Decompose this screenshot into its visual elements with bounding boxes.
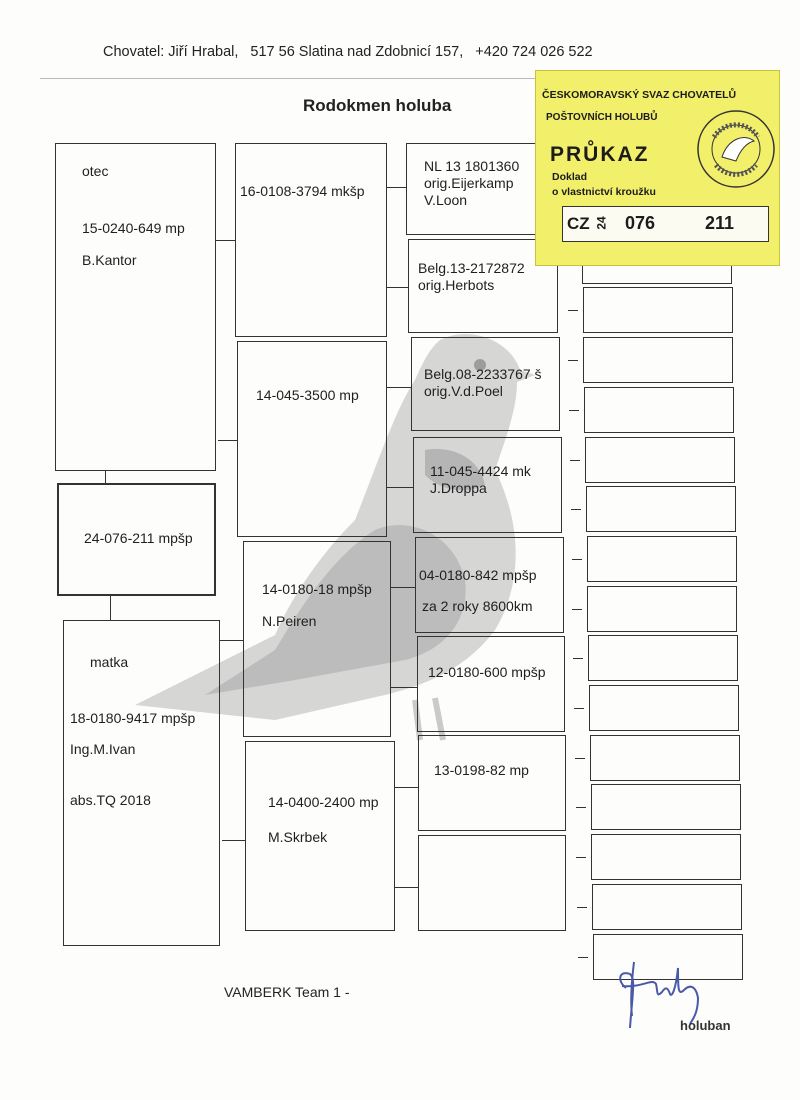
great-grandparent-4-l2: J.Droppa <box>430 480 487 496</box>
connector <box>395 887 418 888</box>
connector <box>574 708 584 709</box>
grandparent-mm-ring: 14-0400-2400 mp <box>268 794 379 810</box>
connector <box>575 758 585 759</box>
mother-ring: 18-0180-9417 mpšp <box>70 710 196 726</box>
subject-ring: 24-076-211 mpšp <box>84 530 193 546</box>
connector <box>110 596 111 620</box>
stamp-sub1: Doklad <box>552 171 588 183</box>
connector <box>391 687 417 688</box>
grandparent-mf-ring: 14-0180-18 mpšp <box>262 581 372 597</box>
breeder-address: 517 56 Slatina nad Zdobnicí 157, <box>250 44 464 60</box>
connector <box>220 640 243 641</box>
mother-breeder: Ing.M.Ivan <box>70 741 136 757</box>
great-grandparent-1-l2: orig.Eijerkamp <box>424 175 514 191</box>
great-grandparent-box-6 <box>417 636 565 732</box>
page-title: Rodokmen holuba <box>303 96 452 115</box>
great-grandparent-box-5 <box>415 537 564 633</box>
ancestor-box-empty <box>592 884 742 930</box>
great-grandparent-2-l1: Belg.13-2172872 <box>418 260 525 276</box>
mother-box <box>63 620 220 946</box>
grandparent-box-fm <box>237 341 387 537</box>
ring-country: CZ <box>567 214 590 233</box>
connector <box>387 487 413 488</box>
ancestor-box-empty <box>586 486 736 532</box>
great-grandparent-7-l1: 13-0198-82 mp <box>434 762 529 778</box>
mother-note: abs.TQ 2018 <box>70 792 151 808</box>
great-grandparent-1-l1: NL 13 1801360 <box>424 158 520 174</box>
father-box <box>55 143 216 471</box>
grandparent-fm-ring: 14-045-3500 mp <box>256 387 359 403</box>
stamp-sub2: o vlastnictví kroužku <box>552 186 656 198</box>
team-note: VAMBERK Team 1 - <box>224 984 350 1000</box>
connector <box>577 907 587 908</box>
grandparent-ff-ring: 16-0108-3794 mkšp <box>240 183 365 199</box>
father-ring: 15-0240-649 mp <box>82 220 185 236</box>
ancestor-box-empty <box>591 784 741 830</box>
great-grandparent-box-7 <box>418 735 566 831</box>
connector <box>387 387 411 388</box>
connector <box>105 471 106 483</box>
great-grandparent-4-l1: 11-045-4424 mk <box>430 463 531 479</box>
connector <box>569 410 579 411</box>
connector <box>576 857 586 858</box>
connector <box>218 440 237 441</box>
mother-label: matka <box>90 654 129 670</box>
ring-number-field <box>562 206 769 242</box>
connector <box>568 310 578 311</box>
ring-serial: 211 <box>705 213 735 233</box>
association-seal-icon <box>694 107 778 191</box>
connector <box>387 187 406 188</box>
great-grandparent-1-l3: V.Loon <box>424 192 468 208</box>
breeder-phone: +420 724 026 522 <box>475 44 593 60</box>
connector <box>391 587 415 588</box>
connector <box>395 787 418 788</box>
father-breeder: B.Kantor <box>82 252 137 268</box>
ring-year: 24 <box>594 216 609 230</box>
ancestor-box-empty <box>588 635 738 681</box>
great-grandparent-3-l2: orig.V.d.Poel <box>424 383 503 399</box>
grandparent-box-mf <box>243 541 391 737</box>
ancestor-box-empty <box>585 437 735 483</box>
connector <box>570 460 580 461</box>
great-grandparent-5-l2: za 2 roky 8600km <box>422 598 533 614</box>
great-grandparent-2-l2: orig.Herbots <box>418 277 495 293</box>
great-grandparent-3-l1: Belg.08-2233767 š <box>424 366 542 382</box>
grandparent-mf-breeder: N.Peiren <box>262 613 317 629</box>
stamp-org-line1: ČESKOMORAVSKÝ SVAZ CHOVATELŮ <box>542 89 737 101</box>
great-grandparent-5-l1: 04-0180-842 mpšp <box>419 567 537 583</box>
connector <box>216 240 235 241</box>
holuban-brand-mark: holuban <box>680 1018 731 1033</box>
ring-ownership-stamp <box>535 70 780 266</box>
grandparent-box-ff <box>235 143 387 337</box>
ring-club: 076 <box>625 213 656 233</box>
great-grandparent-box-8 <box>418 835 566 931</box>
connector <box>222 840 245 841</box>
ancestor-box-empty <box>583 287 733 333</box>
father-label: otec <box>82 163 109 179</box>
stamp-title: PRŮKAZ <box>550 143 650 166</box>
connector <box>578 957 588 958</box>
great-grandparent-6-l1: 12-0180-600 mpšp <box>428 664 546 680</box>
connector <box>568 360 578 361</box>
ancestor-box-empty <box>590 735 740 781</box>
breeder-name: Chovatel: Jiří Hrabal, <box>103 44 239 60</box>
ancestor-box-empty <box>583 337 733 383</box>
connector <box>573 658 583 659</box>
connector <box>576 807 586 808</box>
connector <box>571 509 581 510</box>
breeder-header <box>103 44 601 60</box>
stamp-org-line2: POŠTOVNÍCH HOLUBŮ <box>546 112 658 123</box>
ancestor-box-empty <box>584 387 734 433</box>
connector <box>572 559 582 560</box>
ancestor-box-empty <box>587 536 737 582</box>
connector <box>387 287 408 288</box>
connector <box>572 609 582 610</box>
grandparent-mm-breeder: M.Skrbek <box>268 829 328 845</box>
ancestor-box-empty <box>591 834 741 880</box>
ancestor-box-empty <box>587 586 737 632</box>
ancestor-box-empty <box>589 685 739 731</box>
